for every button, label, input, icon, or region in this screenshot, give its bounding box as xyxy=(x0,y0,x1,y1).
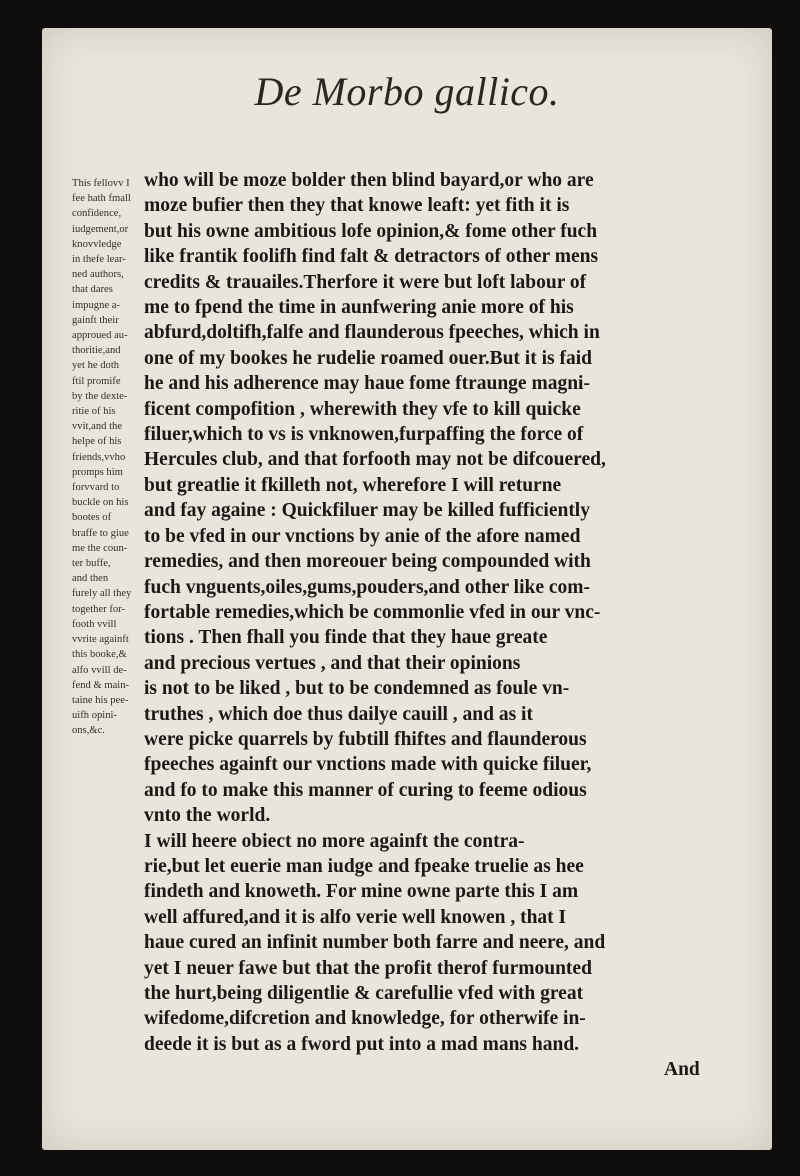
marginal-note-line: ftil promife xyxy=(72,375,121,387)
marginal-note-line: uifh opini- xyxy=(72,710,118,722)
marginal-note-line: confidence, xyxy=(72,208,122,220)
text-line: tions . Then fhall you finde that they haue greate xyxy=(144,627,548,649)
text-line: abfurd,doltifh,falfe and flaunderous fpeeches, which in xyxy=(144,322,600,344)
body-text xyxy=(144,168,764,1057)
text-line: haue cured an infinit number both farre and neere, and xyxy=(144,932,606,954)
marginal-note-line: impugne a- xyxy=(72,299,120,311)
marginal-note-line: knovvledge xyxy=(72,238,122,250)
text-line: who will be moze bolder then blind bayard,or who are xyxy=(144,170,594,191)
text-line: like frantik foolifh find falt & detractors of other mens xyxy=(144,246,599,268)
book-page xyxy=(42,28,772,1150)
text-line: findeth and knoweth. For mine owne parte this I am xyxy=(144,881,579,903)
marginal-note-line: vvrite againft xyxy=(72,634,129,646)
marginal-note-line: taine his pee- xyxy=(72,694,129,706)
marginal-note-line: by the dexte- xyxy=(72,390,128,402)
text-line: were picke quarrels by fubtill fhiftes and flaunderous xyxy=(144,728,587,750)
text-line: Hercules club, and that forfooth may not be difcouered, xyxy=(144,449,606,471)
marginal-note-line: friends,vvho xyxy=(72,451,126,463)
marginal-note-line: helpe of his xyxy=(72,436,122,448)
text-line: yet I neuer fawe but that the profit therof furmounted xyxy=(144,957,592,979)
marginal-note-line: ter buffe, xyxy=(72,558,111,570)
text-line: I will heere obiect no more againft the contra- xyxy=(144,830,525,852)
marginal-note-line: This fellovv I xyxy=(72,178,130,189)
marginal-note-line: yet he doth xyxy=(72,360,120,372)
marginal-note-line: and then xyxy=(72,573,109,585)
text-line: vnto the world. xyxy=(144,805,271,827)
catchword: And xyxy=(664,1059,700,1081)
text-line: but greatlie it fkilleth not, wherefore I will returne xyxy=(144,474,562,496)
text-line: filuer,which to vs is vnknowen,furpaffing the force of xyxy=(144,424,584,446)
marginal-note-line: alfo vvill de- xyxy=(72,664,127,676)
marginal-note-line: ons,&c. xyxy=(72,725,105,737)
marginal-note-line: thoritie,and xyxy=(72,345,121,357)
text-line: one of my bookes he rudelie roamed ouer.But it is faid xyxy=(144,347,592,369)
text-line: fortable remedies,which be commonlie vfed in our vnc- xyxy=(144,601,601,623)
text-line: fpeeches againft our vnctions made with quicke filuer, xyxy=(144,754,592,776)
marginal-note-line: this booke,& xyxy=(72,649,127,661)
marginal-note-line: iudgement,or xyxy=(72,223,129,235)
marginal-note-line: together for- xyxy=(72,603,126,615)
marginal-note-line: gainft their xyxy=(72,314,119,326)
marginal-note-line: braffe to giue xyxy=(72,527,129,539)
marginal-note-line: ritie of his xyxy=(72,406,116,418)
marginal-note-line: fend & main- xyxy=(72,679,130,691)
text-line: remedies, and then moreouer being compounded with xyxy=(144,551,591,573)
text-line: wifedome,difcretion and knowledge, for otherwife in- xyxy=(144,1008,586,1030)
text-line: fuch vnguents,oiles,gums,pouders,and other like com- xyxy=(144,576,591,598)
text-line: and fo to make this manner of curing to feeme odious xyxy=(144,779,587,801)
marginal-note-line: footh vvill xyxy=(72,618,117,630)
text-line: deede it is but as a fword put into a mad mans hand. xyxy=(144,1033,580,1055)
text-line: truthes , which doe thus dailye cauill , and as it xyxy=(144,703,533,725)
marginal-note-line: fee hath fmall xyxy=(72,193,131,205)
text-line: to be vfed in our vnctions by anie of the afore named xyxy=(144,525,581,547)
text-line: but his owne ambitious lofe opinion,& fome other fuch xyxy=(144,220,598,242)
running-head: De Morbo gallico. xyxy=(254,69,560,114)
marginal-note-line: forvvard to xyxy=(72,482,120,494)
marginal-note-line: that dares xyxy=(72,284,113,296)
text-line: ficent compofition , wherewith they vfe to kill quicke xyxy=(144,398,581,420)
text-line: is not to be liked , but to be condemned as foule vn- xyxy=(144,678,570,700)
text-line: well affured,and it is alfo verie well knowen , that I xyxy=(144,906,567,928)
marginal-note-line: approued au- xyxy=(72,330,128,342)
marginal-note-line: buckle on his xyxy=(72,497,129,509)
marginal-note-line: ned authors, xyxy=(72,269,124,281)
marginal-note-line: bootes of xyxy=(72,512,112,524)
marginal-note xyxy=(72,176,132,739)
marginal-note-line: promps him xyxy=(72,466,123,478)
text-line: moze bufier then they that knowe leaft: yet fith it is xyxy=(144,195,570,217)
text-line: me to fpend the time in aunfwering anie more of his xyxy=(144,297,574,319)
text-line: credits & trauailes.Therfore it were but loft labour of xyxy=(144,271,587,293)
marginal-note-line: vvit,and the xyxy=(72,421,123,433)
marginal-note-line: furely all they xyxy=(72,588,132,600)
text-line: and precious vertues , and that their opinions xyxy=(144,652,521,674)
text-line: rie,but let euerie man iudge and fpeake truelie as hee xyxy=(144,855,584,877)
text-line: he and his adherence may haue fome ftraunge magni- xyxy=(144,373,590,395)
marginal-note-line: me the coun- xyxy=(72,542,128,554)
text-line: the hurt,being diligentlie & carefullie vfed with great xyxy=(144,983,584,1004)
text-line: and fay againe : Quickfiluer may be killed fufficiently xyxy=(144,500,590,522)
marginal-note-line: in thefe lear- xyxy=(72,254,126,266)
